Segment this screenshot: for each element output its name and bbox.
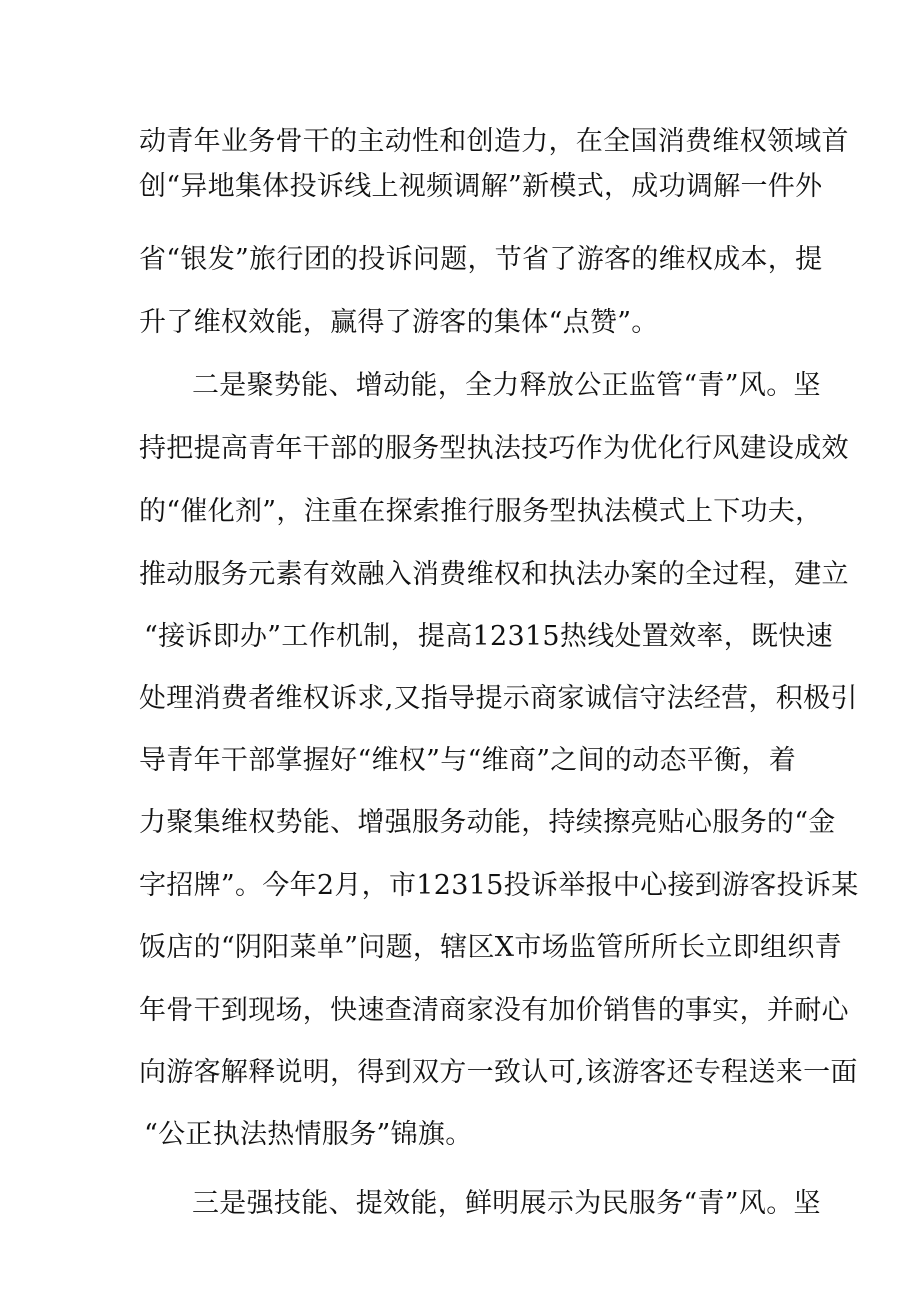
text-line: 导青年干部掌握好“维权”与“维商”之间的动态平衡，着 xyxy=(139,745,797,776)
paragraph-first-line: 三是强技能、提效能，鲜明展示为民服务“青”风。坚 xyxy=(192,1188,821,1219)
text-line: 向游客解释说明，得到双方一致认可,该游客还专程送来一面 xyxy=(139,1057,858,1088)
text-line: “公正执法热情服务”锦旗。 xyxy=(144,1119,473,1150)
text-line: 年骨干到现场，快速查清商家没有加价销售的事实，并耐心 xyxy=(139,995,849,1026)
text-line: 升了维权效能，赢得了游客的集体“点赞”。 xyxy=(139,307,659,338)
text-line: 持把提高青年干部的服务型执法技巧作为优化行风建设成效 xyxy=(139,433,849,464)
text-line: 处理消费者维权诉求,又指导提示商家诚信守法经营，积极引 xyxy=(139,683,858,714)
text-line: 的“催化剂”，注重在探索推行服务型执法模式上下功夫， xyxy=(139,496,823,527)
text-line: 饭店的“阴阳菜单”问题，辖区X市场监管所所长立即组织青 xyxy=(139,932,842,963)
text-line: 动青年业务骨干的主动性和创造力，在全国消费维权领域首 xyxy=(139,126,849,157)
paragraph-first-line: 二是聚势能、增动能，全力释放公正监管“青”风。坚 xyxy=(192,370,821,401)
text-line: 省“银发”旅行团的投诉问题，节省了游客的维权成本，提 xyxy=(139,244,823,275)
text-line: 推动服务元素有效融入消费维权和执法办案的全过程，建立 xyxy=(139,559,849,590)
text-line: 创“异地集体投诉线上视频调解”新模式，成功调解一件外 xyxy=(139,171,823,202)
text-line: 力聚集维权势能、增强服务动能，持续擦亮贴心服务的“金 xyxy=(139,807,836,838)
text-line: “接诉即办”工作机制，提高12315热线处置效率，既快速 xyxy=(144,621,833,652)
text-line: 字招牌”。今年2月，市12315投诉举报中心接到游客投诉某 xyxy=(139,870,859,901)
